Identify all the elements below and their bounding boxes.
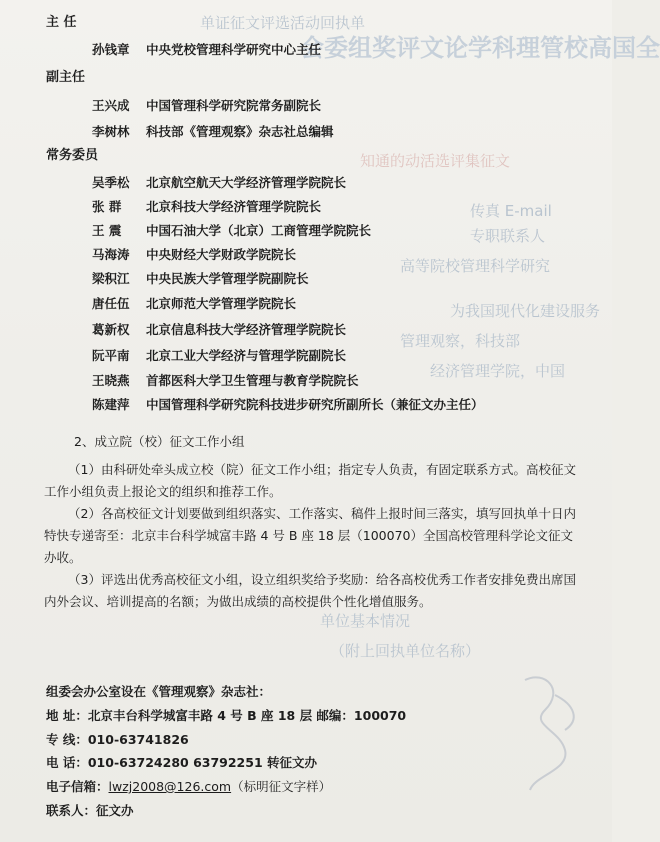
deputy-name: 李树林 bbox=[92, 124, 130, 139]
member-name: 马海涛 bbox=[92, 247, 130, 262]
member-role: 中国石油大学（北京）工商管理学院院长 bbox=[146, 223, 372, 238]
member-name: 唐任伍 bbox=[92, 296, 130, 311]
section-item: （2）各高校征文计划要做到组织落实、工作落实、稿件上报时间三落实，填写回执单十日内特快专递寄至：北京丰台科学城富丰路 4 号 B 座 18 层（100070）全国高校管理科学论文征文办收。 bbox=[44, 506, 576, 565]
signature-show-through bbox=[505, 660, 595, 810]
member-name: 葛新权 bbox=[92, 322, 130, 337]
office-fax: 电 话：010-63724280 63792251 转征文办 bbox=[46, 755, 317, 770]
deputy-name: 王兴成 bbox=[92, 98, 130, 113]
email-note: （标明征文字样） bbox=[231, 779, 332, 794]
document-page: 会委组奖评文论学科理管校高国全 单证征文评选活动回执单 知通的动活选评集征文 传真 E-mail 专职联系人 高等院校管理科学研究 为我国现代化建设服务 管理观察，科技部 经济管理学院，中国 单位基本情况 （附上回执单位名称） 主 任 孙钱章 中央党校管理科学研究中心主任 副主任 王兴成 中国管理科学研究院常务副院长 李树林 科技部《管理观察》杂志社总编辑 常务委员 吴季松 北京航空航天大学经济管理学院院长 张 群 北京科技大学经济管理学院院长 王 震 中国石油大学（北京）工商管理学院院长 马海涛 中央财经大学财政学院院长 梁积江 中央民族大学管理学院副院长 唐任伍 北京师范大学管理学院院长 葛新权 北京信息科技大学经济管理学院院长 阮平南 北京工业大学经济与管理学院副院长 王晓燕 首都医科大学卫生管理与教育学院院长 陈建萍 中国管理科学研究院科技进步研究所副所长（兼征文办主任） 2、成立院（校）征文工作小组 （1）由科研处牵头成立校（院）征文工作小组；指定专人负责，有固定联系方式。高校征文工作小组负责上报论文的组织和推荐工作。 （2）各高校征文计划要做到组织落实、工作落实、稿件上报时间三落实，填写回执单十日内特快专递寄至：北京丰台科学城富丰路 4 号 B 座 18 层（100070）全国高校管理科学论文征文办收。 （3）评选出优秀高校征文小组，设立组织奖给予奖励：给各高校优秀工作者安排免费出席国内外会议、培训提高的名额；为做出成绩的高校提供个性化增值服务。 组委会办公室设在《管理观察》杂志社： 地 址：北京丰台科学城富丰路 4 号 B 座 18 层 邮编：100070 专 线：010-63741826 电 话：010-63724280 63792251 转征文办 电子信箱：lwzj2008@126.com（标明征文字样） 联系人：征文办 bbox=[0, 0, 612, 842]
member-name: 梁积江 bbox=[92, 271, 130, 286]
email-link[interactable]: lwzj2008@126.com bbox=[108, 779, 232, 794]
deputy-role: 科技部《管理观察》杂志社总编辑 bbox=[146, 124, 334, 139]
office-intro: 组委会办公室设在《管理观察》杂志社： bbox=[46, 684, 272, 699]
office-email-line bbox=[46, 777, 331, 795]
member-name: 王 震 bbox=[92, 223, 122, 238]
section-item: （1）由科研处牵头成立校（院）征文工作小组；指定专人负责，有固定联系方式。高校征文工作小组负责上报论文的组织和推荐工作。 bbox=[44, 462, 576, 499]
section-items bbox=[44, 459, 584, 613]
member-role: 中国管理科学研究院科技进步研究所副所长（兼征文办主任） bbox=[146, 397, 484, 412]
director-heading: 主 任 bbox=[46, 15, 77, 30]
section-heading: 2、成立院（校）征文工作小组 bbox=[74, 434, 245, 449]
member-role: 北京工业大学经济与管理学院副院长 bbox=[146, 348, 347, 363]
deputy-role: 中国管理科学研究院常务副院长 bbox=[146, 98, 322, 113]
member-role: 北京航空航天大学经济管理学院院长 bbox=[146, 175, 347, 190]
office-phone: 专 线：010-63741826 bbox=[46, 732, 189, 747]
email-label: 电子信箱： bbox=[46, 779, 109, 794]
member-role: 首都医科大学卫生管理与教育学院院长 bbox=[146, 373, 359, 388]
office-address: 地 址：北京丰台科学城富丰路 4 号 B 座 18 层 邮编：100070 bbox=[46, 708, 407, 723]
member-name: 阮平南 bbox=[92, 348, 130, 363]
deputy-heading: 副主任 bbox=[46, 70, 86, 85]
member-name: 陈建萍 bbox=[92, 397, 130, 412]
member-role: 北京科技大学经济管理学院院长 bbox=[146, 199, 322, 214]
section-item: （3）评选出优秀高校征文小组，设立组织奖给予奖励：给各高校优秀工作者安排免费出席国内外会议、培训提高的名额；为做出成绩的高校提供个性化增值服务。 bbox=[44, 572, 576, 609]
member-role: 中央民族大学管理学院副院长 bbox=[146, 271, 309, 286]
director-role: 中央党校管理科学研究中心主任 bbox=[146, 42, 322, 57]
member-role: 中央财经大学财政学院院长 bbox=[146, 247, 297, 262]
director-name: 孙钱章 bbox=[92, 42, 130, 57]
member-name: 吴季松 bbox=[92, 175, 130, 190]
member-role: 北京师范大学管理学院院长 bbox=[146, 296, 297, 311]
member-name: 张 群 bbox=[92, 199, 122, 214]
member-name: 王晓燕 bbox=[92, 373, 130, 388]
office-contact: 联系人：征文办 bbox=[46, 803, 134, 818]
member-role: 北京信息科技大学经济管理学院院长 bbox=[146, 322, 347, 337]
standing-heading: 常务委员 bbox=[46, 148, 99, 163]
